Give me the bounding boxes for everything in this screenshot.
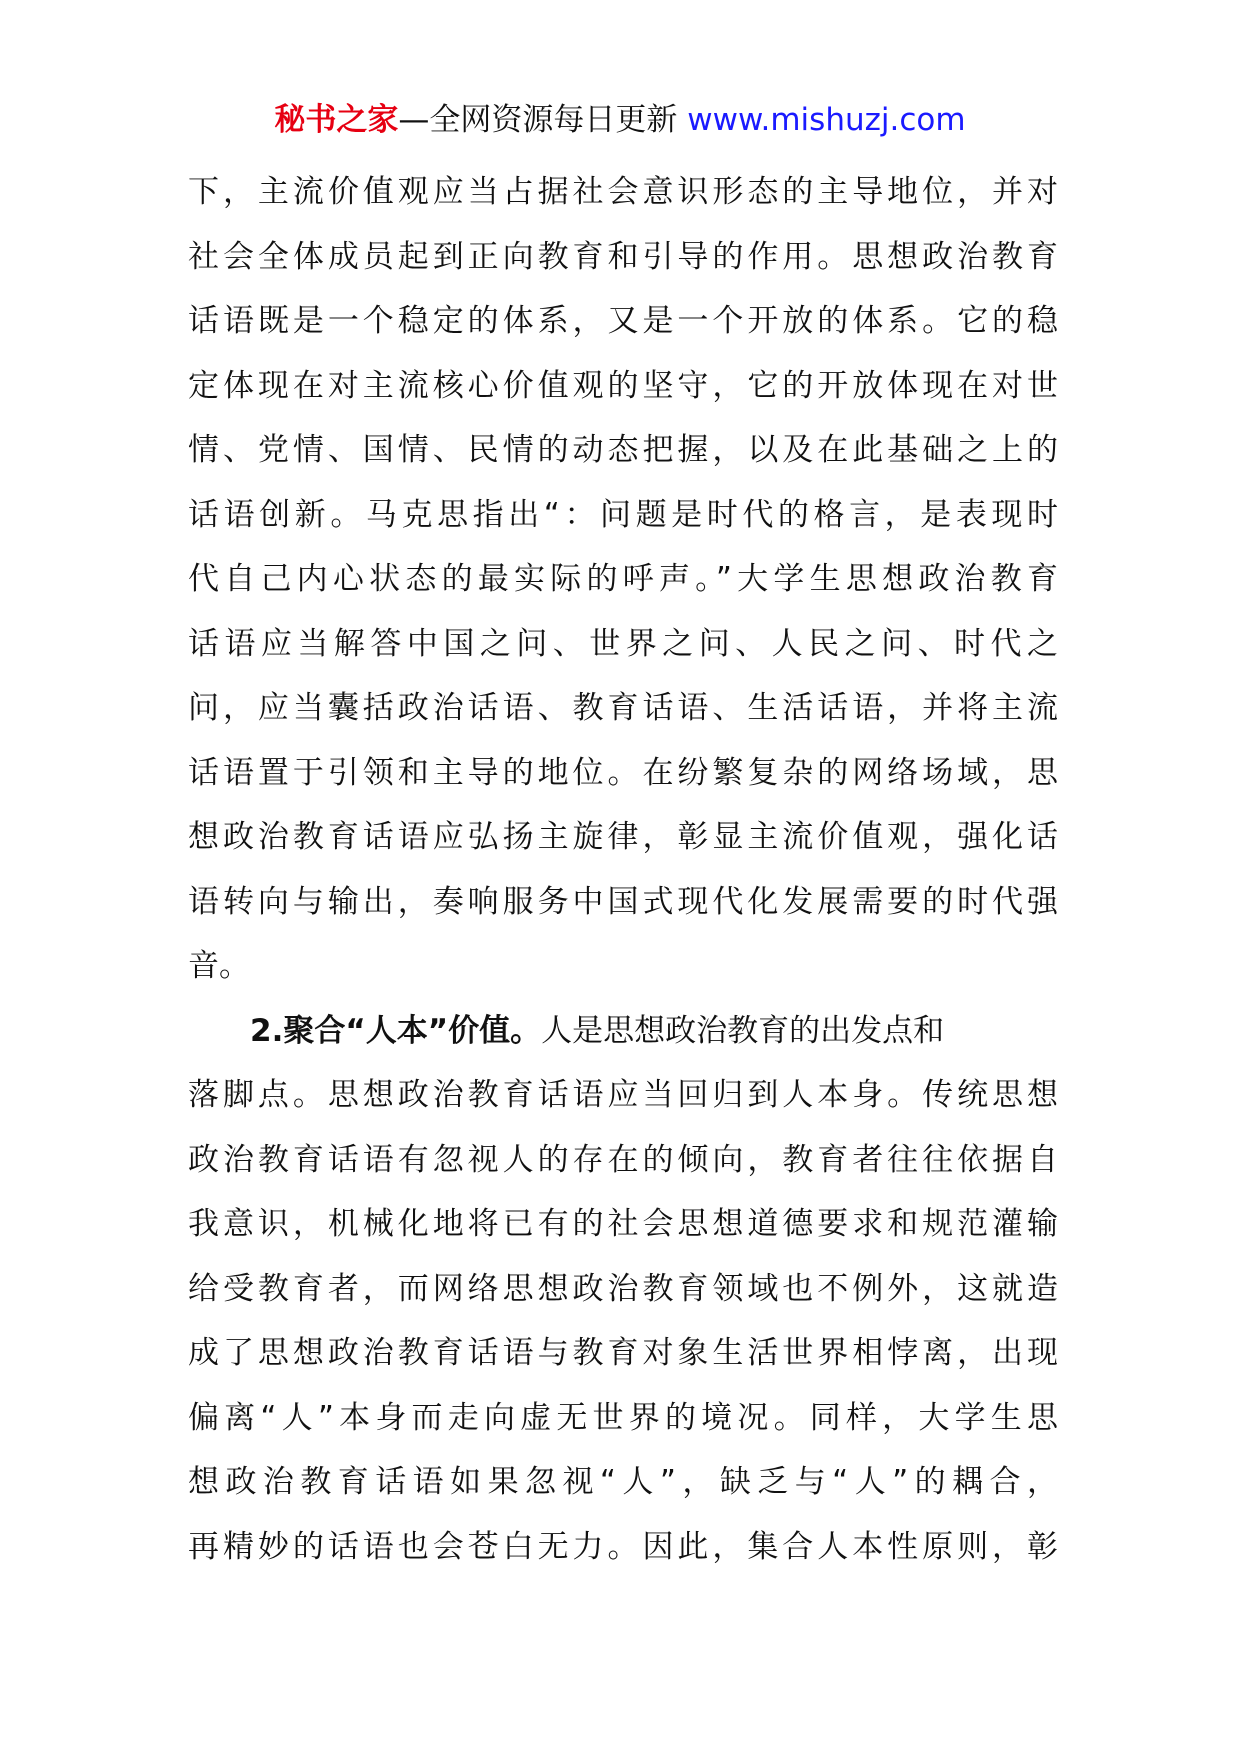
text-line: 情、党情、国情、民情的动态把握，以及在此基础之上的: [188, 432, 1058, 468]
section-heading: 2.聚合“人本”价值。: [250, 1012, 542, 1049]
document-body: [188, 160, 1058, 1579]
text-line: 话语置于引领和主导的地位。在纷繁复杂的网络场域，思: [188, 754, 1058, 791]
text-line: 落脚点。思想政治教育话语应当回归到人本身。传统思想: [188, 1077, 1058, 1113]
header-tagline: —全网资源每日更新: [398, 102, 678, 138]
paragraph-1: [188, 160, 1058, 999]
text-line: 政治教育话语有忽视人的存在的倾向，教育者往往依据自: [188, 1141, 1058, 1178]
text-line: 定体现在对主流核心价值观的坚守，它的开放体现在对世: [188, 367, 1058, 404]
paragraph-2: [188, 999, 1058, 1580]
text-line-first: [188, 999, 1058, 1064]
brand-name: 秘书之家: [274, 102, 399, 138]
text-line: 想政治教育话语应弘扬主旋律，彰显主流价值观，强化话: [188, 819, 1058, 855]
text-line: 偏离“人”本身而走向虚无世界的境况。同样，大学生思: [188, 1399, 1058, 1436]
text-line: 下，主流价值观应当占据社会意识形态的主导地位，并对: [188, 174, 1058, 210]
text-line: 音。: [188, 948, 250, 984]
site-url-link[interactable]: www.mishuzj.com: [687, 102, 966, 138]
text-line: 语转向与输出，奏响服务中国式现代化发展需要的时代强: [188, 883, 1058, 920]
text-line: 话语创新。马克思指出“：问题是时代的格言，是表现时: [188, 496, 1058, 533]
text-line: 给受教育者，而网络思想政治教育领域也不例外，这就造: [188, 1270, 1058, 1307]
text-line: 我意识，机械化地将已有的社会思想道德要求和规范灌输: [188, 1206, 1058, 1242]
text-line: 话语应当解答中国之问、世界之问、人民之问、时代之: [188, 625, 1058, 662]
text-line-rest: 人是思想政治教育的出发点和: [541, 1012, 945, 1049]
text-line: 成了思想政治教育话语与教育对象生活世界相悖离，出现: [188, 1335, 1058, 1371]
page-header: [0, 100, 1240, 140]
text-line: 想政治教育话语如果忽视“人”，缺乏与“人”的耦合，: [188, 1464, 1058, 1500]
text-line: 社会全体成员起到正向教育和引导的作用。思想政治教育: [188, 238, 1058, 275]
text-line: 再精妙的话语也会苍白无力。因此，集合人本性原则，彰: [188, 1528, 1058, 1565]
text-line: 问，应当囊括政治话语、教育话语、生活话语，并将主流: [188, 690, 1058, 726]
text-line: 代自己内心状态的最实际的呼声。”大学生思想政治教育: [188, 561, 1058, 597]
text-line: 话语既是一个稳定的体系，又是一个开放的体系。它的稳: [188, 303, 1058, 339]
